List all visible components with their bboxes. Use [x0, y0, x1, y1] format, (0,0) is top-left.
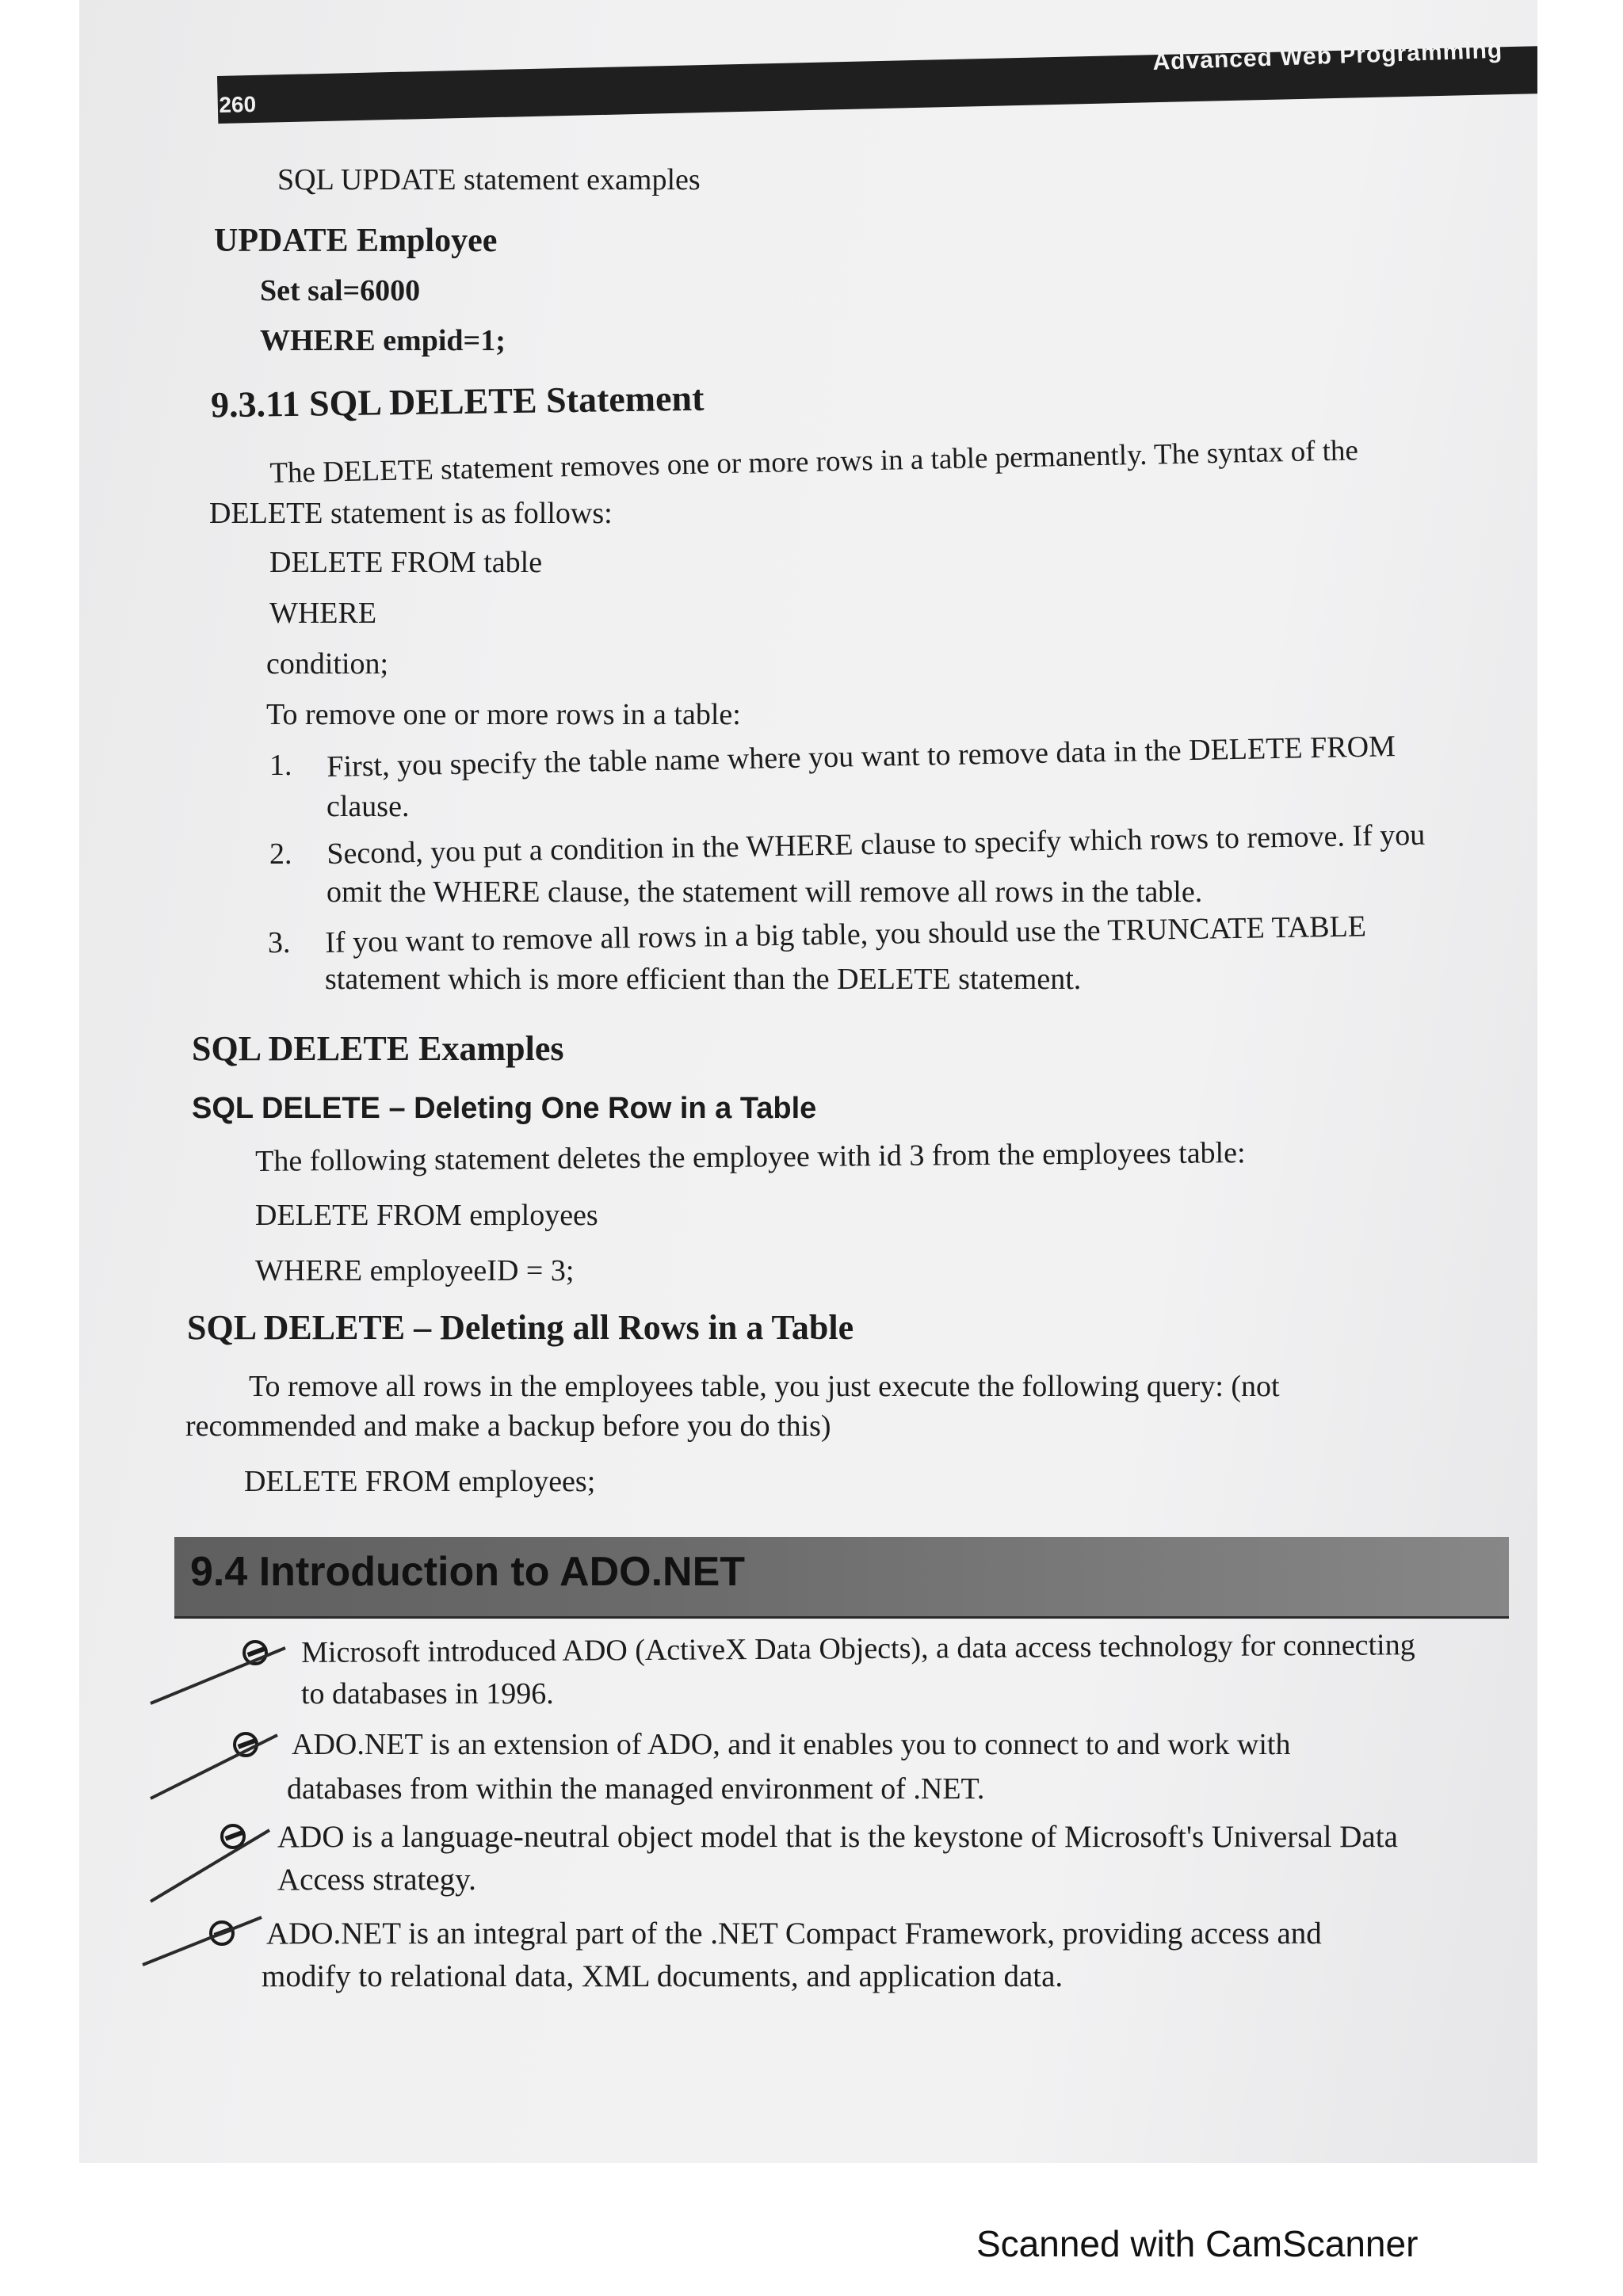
bullet-text: ADO.NET is an integral part of the .NET Compact Framework, providing access and	[266, 1917, 1322, 1951]
syntax-line: WHERE	[269, 597, 377, 630]
bullet-text: ADO.NET is an extension of ADO, and it enables you to connect to and work with	[292, 1728, 1291, 1761]
steps-intro: To remove one or more rows in a table:	[266, 698, 741, 731]
step-text: First, you specify the table name where you want to remove data in the DELETE FROM	[327, 730, 1396, 784]
update-code-line: UPDATE Employee	[214, 223, 498, 259]
examples-heading: SQL DELETE Examples	[192, 1029, 564, 1068]
step-text: clause.	[327, 790, 410, 823]
paragraph-line: The DELETE statement removes one or more rows in a table permanently. The syntax of the	[269, 434, 1359, 490]
update-code-line: WHERE empid=1;	[260, 324, 506, 357]
scanner-watermark: Scanned with CamScanner	[976, 2223, 1419, 2264]
paragraph-line: DELETE statement is as follows:	[209, 497, 613, 530]
pen-marks	[79, 1585, 412, 1981]
step-text: If you want to remove all rows in a big table, you should use the TRUNCATE TABLE	[325, 910, 1367, 959]
step-text: Second, you put a condition in the WHERE clause to specify which rows to remove. If you	[327, 818, 1426, 871]
section-heading: 9.3.11 SQL DELETE Statement	[210, 377, 705, 425]
bullet-text: to databases in 1996.	[301, 1677, 554, 1711]
paragraph-line: To remove all rows in the employees table, you just execute the following query: (not	[249, 1370, 1280, 1403]
section-heading: 9.4 Introduction to ADO.NET	[190, 1549, 746, 1595]
code-line: WHERE employeeID = 3;	[255, 1254, 575, 1287]
bullet-text: modify to relational data, XML documents, and application data.	[262, 1959, 1064, 1993]
bullet-text: Microsoft introduced ADO (ActiveX Data Objects), a data access technology for connecting	[301, 1628, 1415, 1669]
subheading: SQL DELETE – Deleting all Rows in a Table	[187, 1308, 854, 1347]
step-text: omit the WHERE clause, the statement will remove all rows in the table.	[327, 875, 1203, 909]
scanned-page	[79, 0, 1537, 2163]
syntax-line: DELETE FROM table	[269, 546, 543, 579]
bullet-text: Access strategy.	[277, 1863, 476, 1897]
bullet-text: databases from within the managed environment of .NET.	[287, 1772, 985, 1806]
step-number: 3.	[268, 926, 291, 959]
paragraph-line: recommended and make a backup before you do this)	[185, 1409, 831, 1443]
update-caption: SQL UPDATE statement examples	[277, 163, 701, 196]
code-line: DELETE FROM employees;	[244, 1465, 596, 1498]
step-text: statement which is more efficient than the DELETE statement.	[325, 963, 1082, 996]
code-line: DELETE FROM employees	[255, 1199, 598, 1232]
page-number: 260	[219, 91, 257, 117]
step-number: 2.	[269, 837, 292, 871]
update-code-line: Set sal=6000	[260, 274, 421, 307]
syntax-line: condition;	[266, 647, 389, 681]
bullet-text: ADO is a language-neutral object model that is the keystone of Microsoft's Universal Data	[277, 1820, 1398, 1854]
paragraph-line: The following statement deletes the employee with id 3 from the employees table:	[255, 1136, 1246, 1178]
step-number: 1.	[269, 749, 292, 782]
running-title: Advanced Web Programming	[1152, 36, 1503, 75]
subheading: SQL DELETE – Deleting One Row in a Table	[192, 1092, 817, 1125]
